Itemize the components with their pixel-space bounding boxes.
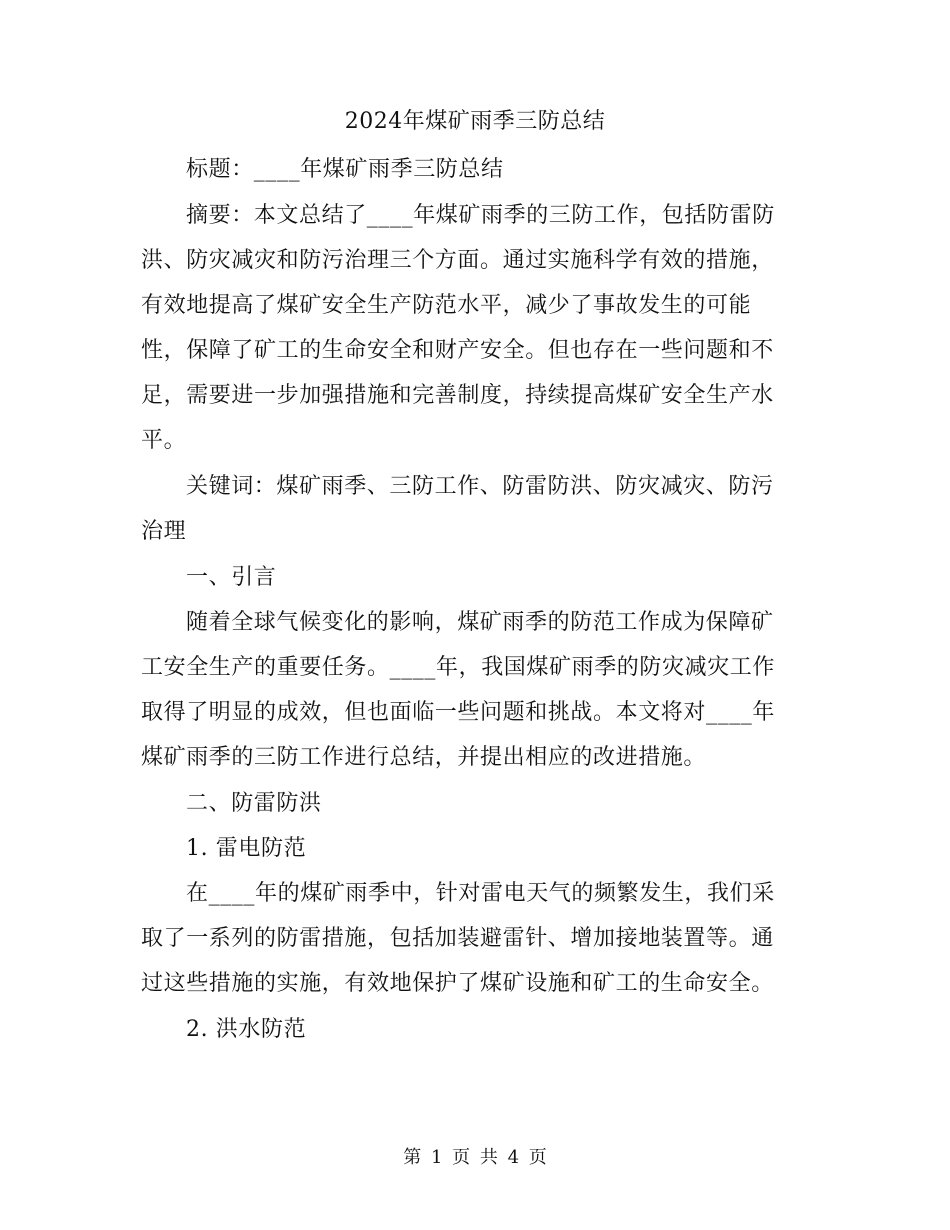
abstract-line: 摘要：本文总结了____年煤矿雨季的三防工作，包括防雷防 [186, 203, 775, 228]
section-heading: 一、引言 [186, 565, 277, 590]
body-line: 煤矿雨季的三防工作进行总结，并提出相应的改进措施。 [141, 745, 707, 770]
abstract-line: 有效地提高了煤矿安全生产防范水平，减少了事故发生的可能 [141, 293, 752, 318]
keywords-line: 关键词：煤矿雨季、三防工作、防雷防洪、防灾减灾、防污 [186, 474, 774, 499]
abstract-line: 洪、防灾减灾和防污治理三个方面。通过实施科学有效的措施， [141, 248, 774, 273]
abstract-line: 足，需要进一步加强措施和完善制度，持续提高煤矿安全生产水 [141, 383, 774, 408]
abstract-line: 性，保障了矿工的生命安全和财产安全。但也存在一些问题和不 [141, 338, 774, 363]
section-heading: 二、防雷防洪 [186, 791, 322, 816]
body-line: 过这些措施的实施，有效地保护了煤矿设施和矿工的生命安全。 [141, 971, 774, 996]
page-footer: 第 1 页 共 4 页 [403, 1147, 547, 1168]
keywords-line: 治理 [141, 519, 187, 544]
subsection-heading: 1. 雷电防范 [186, 836, 307, 861]
body-line: 随着全球气候变化的影响，煤矿雨季的防范工作成为保障矿 [186, 610, 774, 635]
body-line: 在____年的煤矿雨季中，针对雷电天气的频繁发生，我们采 [186, 881, 775, 906]
abstract-line: 平。 [141, 428, 187, 453]
body-line: 取得了明显的成效，但也面临一些问题和挑战。本文将对____年 [141, 700, 776, 725]
title-line: 标题：____年煤矿雨季三防总结 [186, 157, 504, 182]
subsection-heading: 2. 洪水防范 [186, 1017, 307, 1042]
body-line: 工安全生产的重要任务。____年，我国煤矿雨季的防灾减灾工作 [141, 655, 776, 680]
document-title: 2024年煤矿雨季三防总结 [344, 109, 606, 134]
body-line: 取了一系列的防雷措施，包括加装避雷针、增加接地装置等。通 [141, 926, 774, 951]
